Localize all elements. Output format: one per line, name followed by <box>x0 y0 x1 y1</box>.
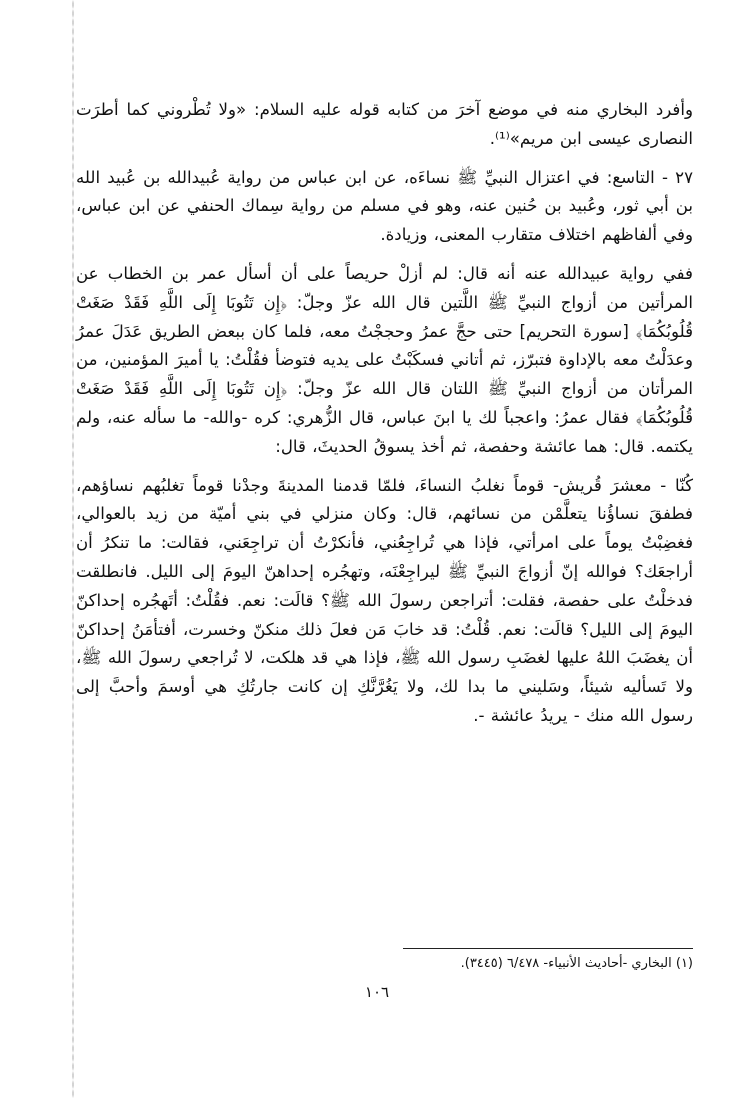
paragraph-intro: وأفرد البخاري منه في موضع آخرَ من كتابه قوله عليه السلام: «ولا تُطْروني كما أطرَت النصارى عيسى ابن مريم»⁽¹⁾. <box>76 100 693 148</box>
paragraph-quraysh-narration: كُنّا - معشرَ قُريش- قوماً نغلبُ النساءَ، فلمّا قدمنا المدينةَ وجدْنا قوماً تغلبُهم نساؤهم، فطفقَ نساؤُنا يتعلَّمْن من نسائهم، قال: وكان منزلي في بني أميّة من زيد بالعوالي، فغضِبْتُ يوماً على امرأتي، فإذا هي تُراجِعُني، فأنكرْتُ أن تراجِعَني، فقالت: ما تنكرُ أن أراجعَك؟ فوالله إنّ أزواجَ النبيِّ ﷺ ليراجِعْنَه، وتهجُره إحداهنّ اليومَ إلى الليل. فانطلقت فدخلْتُ على حفصة، فقلت: أتراجعن رسولَ الله ﷺ؟ قالَت: نعم. فقُلْتُ: أتَهجُره إحداكنّ اليومَ إلى الليل؟ قالَت: نعم. قُلْتُ: قد خابَ مَن فعلَ ذلك منكنّ وخسرت، أفتأمَنُ إحداكنّ أن يغضَبَ اللهُ عليها لغضَبِ رسول الله ﷺ، فإذا هي قد هلكت، لا تُراجعي رسولَ الله ﷺ، ولا تَسأليه شيئاً، وسَليني ما بدا لك، ولا يَغُرَّنَّكِ إن كانت جارتُكِ هي أوسمَ وأحبَّ إلى رسول الله منك - يريدُ عائشة -. <box>76 475 693 725</box>
paragraph-hadith-27: ٢٧ - التاسع: في اعتزال النبيِّ ﷺ نساءَه، عن ابن عباس من رواية عُبيدالله بن عُبيد الله بن أبي ثور، وعُبيد بن حُنين عنه، وهو في مسلم من رواية سِماك الحنفي عن ابن عباس، وفي ألفاظهم اختلاف متقارب المعنى، وزيادة. <box>76 167 693 245</box>
footnote-divider <box>403 948 693 949</box>
page-body <box>76 96 693 731</box>
scan-margin-dots <box>72 0 74 1098</box>
page-number: ١٠٦ <box>364 983 390 1001</box>
footnote-text: (١) البخاري -أحاديث الأنبياء- ٦/٤٧٨ (٣٤٤٥). <box>460 956 693 971</box>
paragraph-ubaydullah-narration: ففي رواية عبيدالله عنه أنه قال: لم أزلْ حريصاً على أن أسأل عمر بن الخطاب عن المرأتين من أزواج النبيِّ ﷺ اللَّتين قال الله عزّ وجلّ: ﴿إِن تَتُوبَا إِلَى اللَّهِ فَقَدْ صَغَتْ قُلُوبُكُمَا﴾ [سورة التحريم] حتى حجَّ عمرُ وحججْتُ معه، فلما كان ببعض الطريق عَدَلَ عمرُ وعدَلْتُ معه بالإداوة فتبرّز، ثم أتاني فسكَبْتُ على يديه فتوضأ فقُلْتُ: يا أميرَ المؤمنين، من المرأتان من أزواج النبيِّ ﷺ اللتان قال الله عزّ وجلّ: ﴿إِن تَتُوبَا إِلَى اللَّهِ فَقَدْ صَغَتْ قُلُوبُكُمَا﴾ فقال عمرُ: واعجباً لك يا ابنَ عباس، قال الزُّهري: كره -والله- ما سأله عنه، ولم يكتمه. قال: هما عائشة وحفصة، ثم أخذ يسوقُ الحديثَ، قال: <box>76 263 693 456</box>
footnote <box>76 948 693 973</box>
